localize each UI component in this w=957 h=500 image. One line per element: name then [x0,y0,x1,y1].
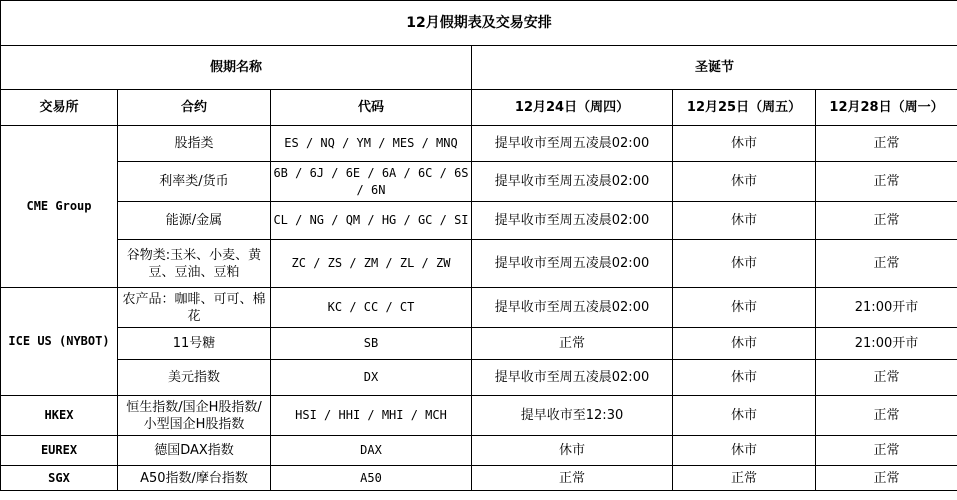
status-cell-2: 休市 [673,396,816,436]
table-title: 12月假期表及交易安排 [1,1,957,46]
status-cell-2: 休市 [673,436,816,466]
header-row-1 [1,46,957,90]
status-cell-3: 正常 [816,240,957,288]
status-cell-3: 正常 [816,202,957,240]
table-row [1,396,957,436]
exchange-cell: ICE US (NYBOT) [1,288,118,396]
contract-cell: 11号糖 [118,328,271,360]
status-cell-1: 提早收市至周五凌晨02:00 [472,202,673,240]
code-cell: DAX [271,436,472,466]
status-cell-2: 休市 [673,240,816,288]
table-row [1,466,957,491]
status-cell-1: 正常 [472,328,673,360]
status-cell-1: 提早收市至周五凌晨02:00 [472,360,673,396]
status-cell-3: 21:00开市 [816,288,957,328]
table-row [1,162,957,202]
exchange-cell: EUREX [1,436,118,466]
contract-cell: 农产品：咖啡、可可、棉花 [118,288,271,328]
code-cell: KC / CC / CT [271,288,472,328]
contract-cell: 利率类/货币 [118,162,271,202]
status-cell-3: 正常 [816,396,957,436]
code-cell: A50 [271,466,472,491]
contract-header: 合约 [118,90,271,126]
contract-cell: 谷物类:玉米、小麦、黄豆、豆油、豆粕 [118,240,271,288]
contract-cell: 德国DAX指数 [118,436,271,466]
date-header-3: 12月28日（周一） [816,90,957,126]
status-cell-2: 休市 [673,202,816,240]
status-cell-3: 正常 [816,126,957,162]
status-cell-1: 正常 [472,466,673,491]
code-cell: DX [271,360,472,396]
table-row [1,240,957,288]
code-cell: HSI / HHI / MHI / MCH [271,396,472,436]
exchange-cell: SGX [1,466,118,491]
status-cell-2: 休市 [673,162,816,202]
date-header-1: 12月24日（周四） [472,90,673,126]
table-row [1,360,957,396]
table-row [1,328,957,360]
status-cell-3: 正常 [816,436,957,466]
code-cell: 6B / 6J / 6E / 6A / 6C / 6S / 6N [271,162,472,202]
code-cell: CL / NG / QM / HG / GC / SI [271,202,472,240]
exchange-cell: HKEX [1,396,118,436]
table-row [1,288,957,328]
contract-cell: 股指类 [118,126,271,162]
exchange-cell: CME Group [1,126,118,288]
status-cell-1: 提早收市至周五凌晨02:00 [472,162,673,202]
status-cell-3: 正常 [816,466,957,491]
status-cell-1: 提早收市至周五凌晨02:00 [472,240,673,288]
code-cell: ES / NQ / YM / MES / MNQ [271,126,472,162]
contract-cell: 美元指数 [118,360,271,396]
code-cell: SB [271,328,472,360]
table-row [1,202,957,240]
status-cell-3: 正常 [816,162,957,202]
status-cell-1: 提早收市至周五凌晨02:00 [472,126,673,162]
contract-cell: 恒生指数/国企H股指数/小型国企H股指数 [118,396,271,436]
status-cell-2: 休市 [673,288,816,328]
title-row [1,1,957,46]
header-row-2 [1,90,957,126]
holiday-name-header: 假期名称 [1,46,472,90]
contract-cell: A50指数/摩台指数 [118,466,271,491]
table-row [1,126,957,162]
status-cell-1: 休市 [472,436,673,466]
code-cell: ZC / ZS / ZM / ZL / ZW [271,240,472,288]
code-header: 代码 [271,90,472,126]
exchange-header: 交易所 [1,90,118,126]
status-cell-1: 提早收市至12:30 [472,396,673,436]
date-header-2: 12月25日（周五） [673,90,816,126]
holiday-header: 圣诞节 [472,46,957,90]
status-cell-1: 提早收市至周五凌晨02:00 [472,288,673,328]
table-row [1,436,957,466]
status-cell-2: 休市 [673,328,816,360]
status-cell-2: 正常 [673,466,816,491]
table-body [1,1,957,491]
status-cell-3: 21:00开市 [816,328,957,360]
status-cell-2: 休市 [673,126,816,162]
status-cell-2: 休市 [673,360,816,396]
contract-cell: 能源/金属 [118,202,271,240]
status-cell-3: 正常 [816,360,957,396]
